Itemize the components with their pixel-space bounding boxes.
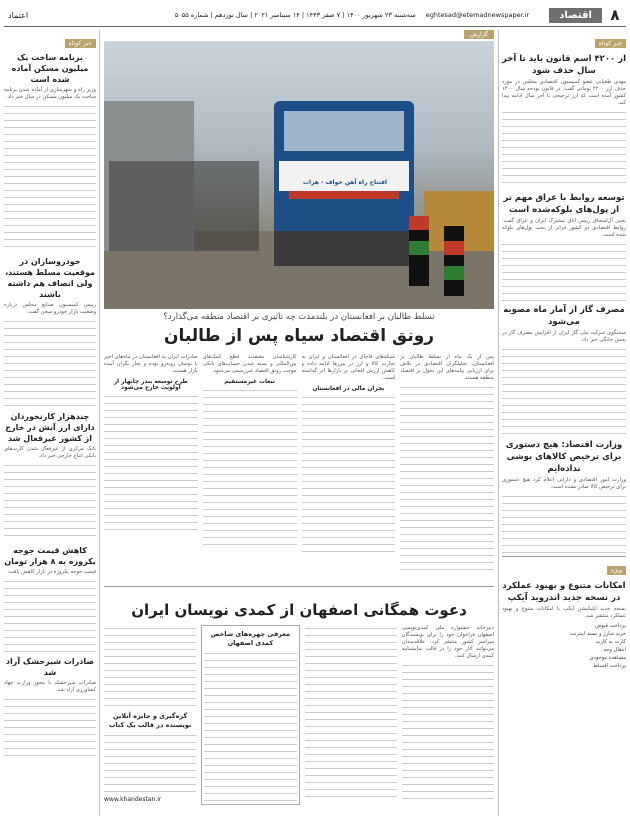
story-column <box>104 354 198 580</box>
news-body: صادرات شیرخشک با مجوز وزارت جهاد کشاورزی آزاد شد. <box>4 680 96 693</box>
page-header <box>4 4 626 27</box>
section-label: اقتصاد <box>549 8 602 23</box>
paragraph-filler <box>402 662 494 805</box>
news-body: وزیر راه و شهرسازی از آماده شدن برنامه ساخت یک میلیون مسکن در سال خبر داد. <box>4 87 96 100</box>
story-subhead: طرح توسعه بندر چابهار از اولویت خارج می‌شود <box>113 379 188 391</box>
story-column <box>305 625 397 805</box>
page-number: ۸ <box>610 6 620 24</box>
promo-feature-list <box>502 622 626 670</box>
list-item: خرید شارژ و بسته اینترنت <box>569 631 626 637</box>
promo-headline: امکانات متنوع و بهبود عملکرد در نسخه جدید اندروید آیکپ <box>502 581 626 603</box>
story-paragraph: کارشناسان معتقدند قطع کمک‌های بین‌المللی و بسته شدن حساب‌های بانکی موجب رونق اقتصاد غیررسمی می‌شود. <box>202 354 297 374</box>
paragraph-filler <box>104 732 196 792</box>
news-body: بانک مرکزی از غیرفعال شدن کارت‌های بانکی اتباع خارجی خبر داد. <box>4 446 96 459</box>
news-headline: چندهزار کارنخوردان دارای ارز آنش در خارج از کشور غیرفعال شد <box>5 412 95 443</box>
news-item <box>4 656 96 756</box>
lower-headline: دعوت همگانی اصفهان از کمدی نویسان ایران <box>131 601 467 619</box>
left-news-column <box>4 30 100 816</box>
news-body: رییس کمیسیون صنایع مجلس درباره وضعیت بازار خودرو سخن گفت. <box>4 302 96 315</box>
news-item <box>4 411 96 542</box>
story-headline: رونق اقتصاد سیاه پس از طالبان <box>163 326 435 346</box>
list-item: پرداخت اقساط <box>593 663 626 669</box>
lower-columns <box>104 625 494 805</box>
column-tag: خبر کوتاه <box>65 39 96 48</box>
story-paragraph: پس از یک ماه از تسلط طالبان بر افغانستان، تحلیلگران اقتصادی در تلاش برای ارزیابی پیامدهای این تحول بر اقتصاد منطقه هستند. <box>400 354 494 381</box>
news-item <box>4 52 96 253</box>
news-headline: مصرف گاز از آمار ماه‌ مصوبه می‌شود <box>503 305 625 327</box>
news-body-filler <box>502 241 626 301</box>
news-headline: وزارت اقتصاد: هیچ دستوری برای ترخیص کالاهای بوشی نداده‌ایم <box>505 440 623 474</box>
news-item <box>502 304 626 436</box>
news-body-filler <box>502 109 626 189</box>
train-illustration <box>104 41 494 309</box>
list-item: پرداخت قبوض <box>594 623 626 629</box>
news-body: یحیی آل‌اسحاق رییس اتاق مشترک ایران و عراق گفت: روابط اقتصادی دو کشور فراتر از بحث پول‌های بلوکه شده است. <box>502 218 626 238</box>
story-column <box>203 354 297 580</box>
story-subhead: بحران مالی در افغانستان <box>312 386 385 392</box>
story-column <box>402 625 494 805</box>
news-item <box>502 192 626 301</box>
news-body-filler <box>4 696 96 756</box>
story-paragraph: دبیرخانه جشنواره ملی کمدی‌نویسی اصفهان فراخوان خود را برای نویسندگان سراسر کشور منتشر کرد. علاقه‌مندان می‌توانند آثار خود را در قالب نمایشنامه کمدی ارسال کنند. <box>401 625 494 659</box>
list-item: مشاهده موجودی <box>589 655 626 661</box>
news-headline: صادرات شیرخشک آزاد شد <box>5 657 95 677</box>
news-body: وزارت امور اقتصادی و دارایی اعلام کرد هیچ دستوری برای ترخیص کالا صادر نشده است. <box>502 477 626 490</box>
box-headline: معرفی چهره‌های شاخص کمدی اصفهان <box>210 630 290 647</box>
news-headline: توسعه روابط با عراق مهم تر از پول‌های بلوکه‌شده است <box>503 193 625 215</box>
story-column <box>400 354 494 580</box>
story-column <box>302 354 396 580</box>
story-paragraph: شبکه‌های قاچاق در افغانستان و ایران به تجارت کالا و ارز در مرزها ادامه داده و کاهش ارزش افغانی بر بازارها اثر گذاشته است. <box>301 354 396 381</box>
paragraph-filler <box>104 393 198 533</box>
story-column <box>104 625 196 805</box>
column-tag: خبر کوتاه <box>595 39 626 48</box>
website-link[interactable]: www.khandestan.ir <box>104 796 162 803</box>
lower-story <box>104 586 494 817</box>
paragraph-filler <box>400 384 494 574</box>
newspaper-logo: اعتماد <box>8 10 29 20</box>
news-item <box>4 256 96 408</box>
news-body: قیمت جوجه یکروزه در بازار کاهش یافت. <box>7 569 96 575</box>
news-body-filler <box>4 318 96 408</box>
paragraph-filler <box>204 650 296 805</box>
news-item <box>502 53 626 189</box>
photo-banner: افتتاح راه آهن خواف - هرات <box>302 179 388 186</box>
news-body: مهدی طغیانی عضو کمیسیون اقتصادی مجلس در مورد حذف ارز ۴۲۰۰ تومانی گفت: در قانون بودجه سال ۱۴۰۰ کشور آمده است که ارز ترجیحی تا آخر سال ادامه پیدا کند. <box>502 79 627 106</box>
story-tag: گزارش <box>464 30 494 39</box>
news-body-filler <box>4 462 96 542</box>
news-headline: برنامه ساخت یک میلیون مسکن آماده شده است <box>11 53 89 84</box>
paragraph-filler <box>302 394 396 554</box>
news-item <box>4 545 96 653</box>
paragraph-filler <box>203 387 297 547</box>
section-email: eghtesad@etemadnewspaper.ir <box>425 11 530 19</box>
news-body-filler <box>502 493 626 553</box>
news-body: سخنگوی شرکت ملی گاز ایران از افزایش مصرف گاز در بخش خانگی خبر داد. <box>502 330 626 343</box>
story-subhead: تبعات غیرمستقیم <box>224 379 275 385</box>
box-headline: گره‌گیری و جایزه آنلاین نویسنده در قالب یک کتاب <box>108 712 192 729</box>
news-headline: خودروسازان در موقعیت مسلط هستند، ولی اتصاف هم داشته باشند <box>5 257 95 299</box>
story-columns <box>104 354 494 580</box>
promo-body: نسخه جدید اپلیکیشن آیکپ با امکانات متنوع و بهبود عملکرد منتشر شد. <box>502 606 626 619</box>
promo-tag: ویژه <box>607 566 626 575</box>
story-overline: تسلط طالبان بر افغانستان در بلندمدت چه تاثیری بر اقتصاد منطقه می‌گذارد؟ <box>163 312 435 322</box>
issue-date: سه‌شنبه ۲۳ شهریور ۱۴۰۰ | ۷ صفر ۱۴۴۳ | ۱۴ سپتامبر ۲۰۲۱ | سال نوزدهم | شماره ۵۰۵۵ <box>174 11 416 19</box>
story-paragraph: صادرات ایران به افغانستان در ماه‌های اخیر با نوسان روبه‌رو بوده و تجار نگران آینده بازار هستند. <box>104 354 198 374</box>
news-headline: از ۴۲۰۰ اسم قانون باید تا آخر سال حذف شود <box>501 54 626 76</box>
paragraph-filler <box>104 625 196 710</box>
train-photo <box>104 41 494 309</box>
story-box <box>201 625 299 805</box>
list-item: کارت به کارت <box>595 639 626 645</box>
news-body-filler <box>4 578 96 653</box>
right-news-column <box>498 30 626 816</box>
news-headline: کاهش قیمت جوجه یکروزه به ۸ هزار تومان <box>4 546 96 566</box>
paragraph-filler <box>305 625 397 800</box>
news-body-filler <box>502 346 626 436</box>
news-body-filler <box>4 103 96 253</box>
promo-box <box>502 556 626 670</box>
main-story <box>104 30 494 580</box>
news-item <box>502 439 626 553</box>
list-item: انتقال وجه <box>603 647 626 653</box>
